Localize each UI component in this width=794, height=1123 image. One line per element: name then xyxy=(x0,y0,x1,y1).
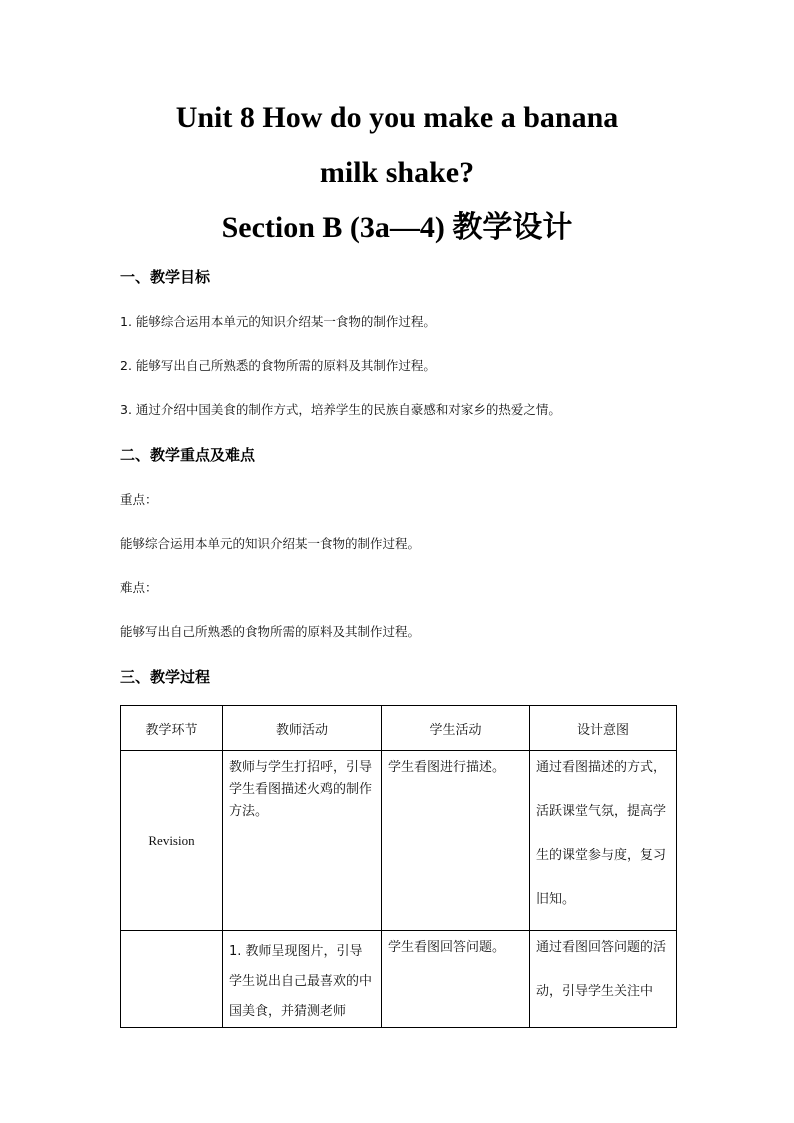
design-intent-text: 通过看图回答问题的活动，引导学生关注中 xyxy=(536,940,667,999)
objective-item: 2. 能够写出自己所熟悉的食物所需的原料及其制作过程。 xyxy=(120,358,436,373)
section-heading-key-points: 二、教学重点及难点 xyxy=(120,446,256,464)
design-intent-cell xyxy=(530,931,677,1028)
design-intent-text: 通过看图描述的方式，活跃课堂气氛，提高学生的课堂参与度，复习旧知。 xyxy=(536,760,667,907)
teacher-activity-cell xyxy=(223,751,382,931)
design-intent-cell xyxy=(530,751,677,931)
student-activity-cell xyxy=(382,751,530,931)
objective-item: 3. 通过介绍中国美食的制作方式，培养学生的民族自豪感和对家乡的热爱之情。 xyxy=(120,402,561,417)
document-title-line-1: Unit 8 How do you make a banana xyxy=(175,101,619,134)
key-point-text: 能够综合运用本单元的知识介绍某一食物的制作过程。 xyxy=(120,536,421,551)
header-stage: 教学环节 xyxy=(121,706,223,751)
key-point-label: 重点： xyxy=(120,492,158,507)
section-heading-objectives: 一、教学目标 xyxy=(120,268,211,286)
student-activity-text: 学生看图进行描述。 xyxy=(388,760,506,775)
header-teacher-activity: 教师活动 xyxy=(223,706,382,751)
table-row xyxy=(121,931,677,1028)
header-student-activity: 学生活动 xyxy=(382,706,530,751)
stage-cell xyxy=(121,931,223,1028)
teaching-process-table xyxy=(120,705,677,1028)
header-design-intent: 设计意图 xyxy=(530,706,677,751)
teacher-activity-text: 1. 教师呈现图片，引导学生说出自己最喜欢的中国美食，并猜测老师 xyxy=(229,944,373,1019)
stage-cell: Revision xyxy=(121,751,223,931)
student-activity-cell xyxy=(382,931,530,1028)
student-activity-text: 学生看图回答问题。 xyxy=(388,940,506,955)
section-heading-process: 三、教学过程 xyxy=(120,668,211,686)
teacher-activity-cell xyxy=(223,931,382,1028)
document-subtitle: Section B (3a—4) 教学设计 xyxy=(221,211,573,244)
difficult-point-text: 能够写出自己所熟悉的食物所需的原料及其制作过程。 xyxy=(120,624,421,639)
table-row xyxy=(121,751,677,931)
teacher-activity-text: 教师与学生打招呼，引导学生看图描述火鸡的制作方法。 xyxy=(229,760,373,819)
objective-item: 1. 能够综合运用本单元的知识介绍某一食物的制作过程。 xyxy=(120,314,436,329)
document-title-line-2: milk shake? xyxy=(319,156,475,189)
difficult-point-label: 难点： xyxy=(120,580,158,595)
